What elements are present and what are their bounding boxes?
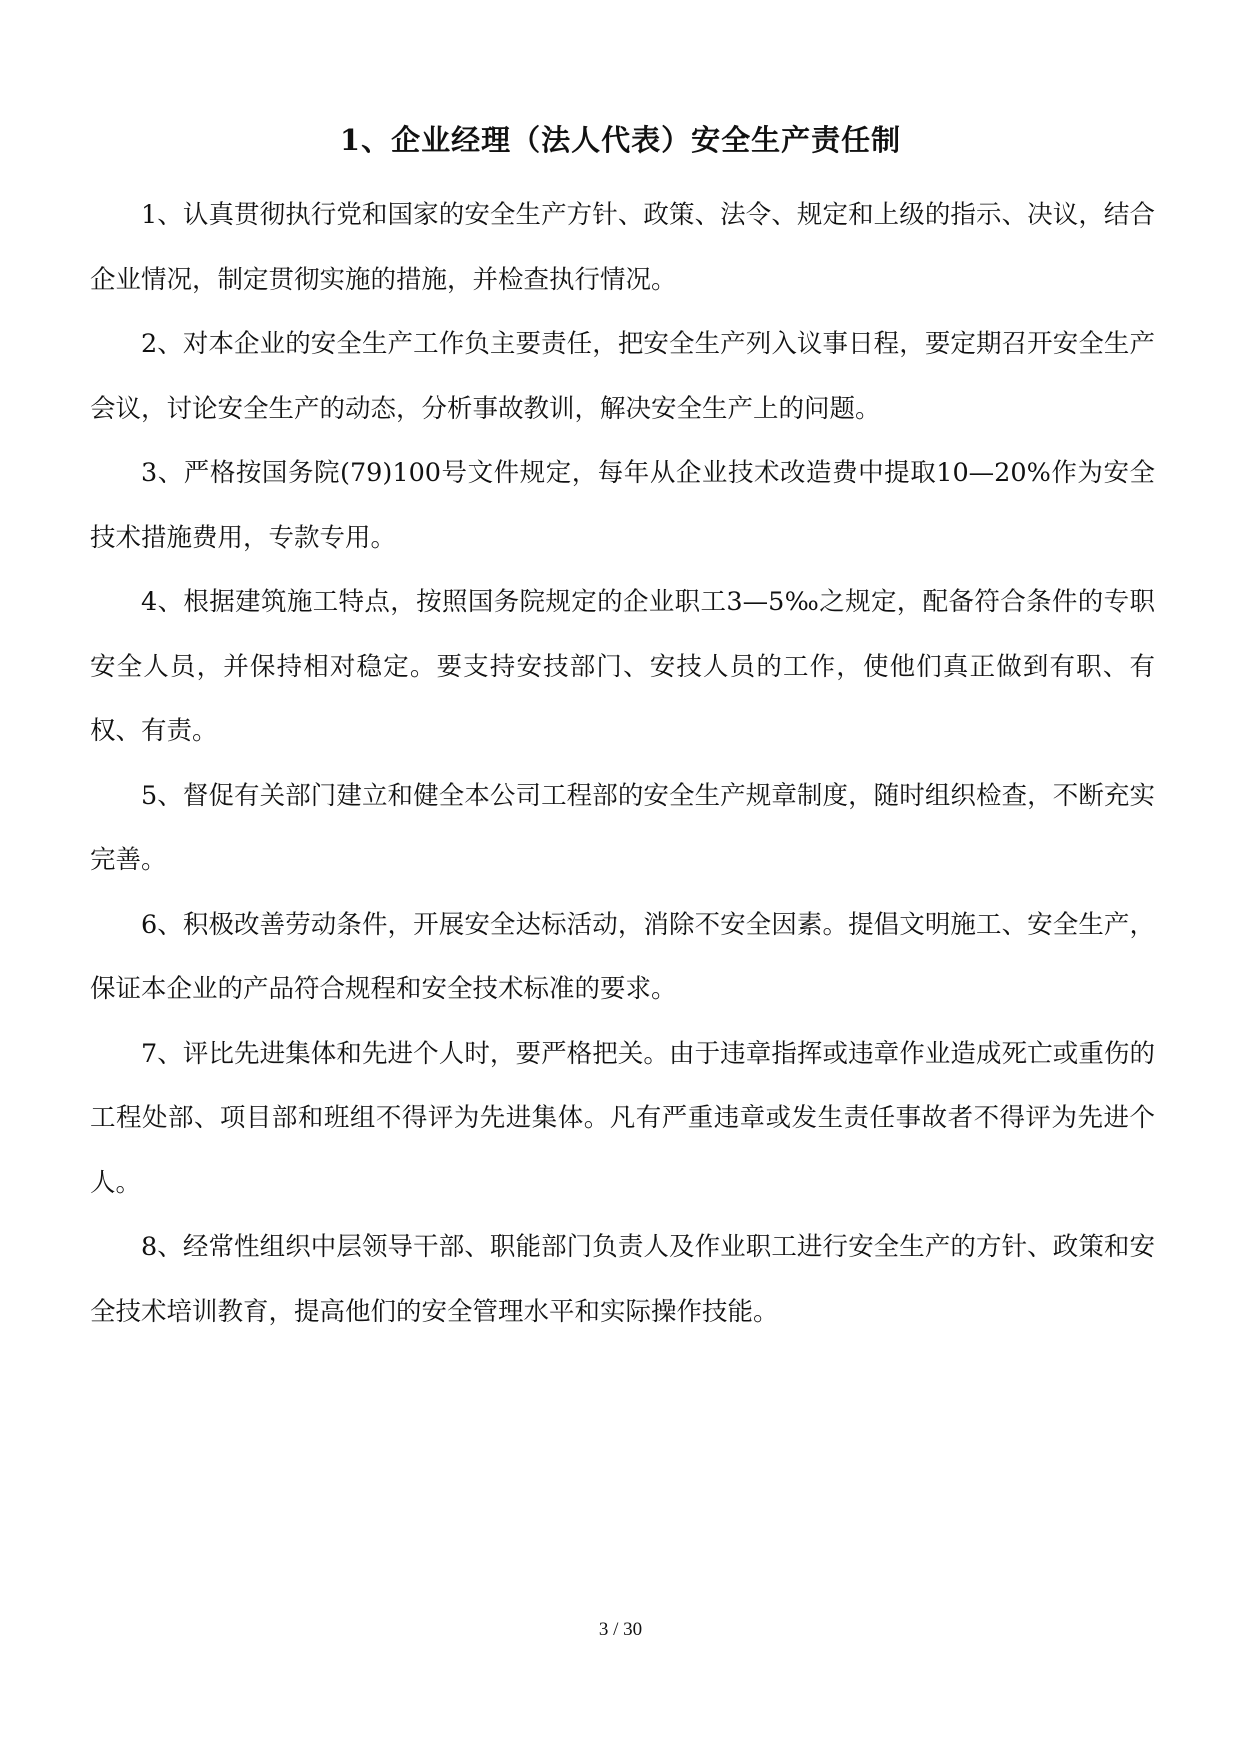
paragraph-6: 6、积极改善劳动条件，开展安全达标活动，消除不安全因素。提倡文明施工、安全生产，保证本企业的产品符合规程和安全技术标准的要求。 (90, 909, 1155, 1004)
paragraph-7: 7、评比先进集体和先进个人时，要严格把关。由于违章指挥或违章作业造成死亡或重伤的工程处部、项目部和班组不得评为先进集体。凡有严重违章或发生责任事故者不得评为先进个人。 (90, 1038, 1155, 1198)
paragraph-1: 1、认真贯彻执行党和国家的安全生产方针、政策、法令、规定和上级的指示、决议，结合企业情况，制定贯彻实施的措施，并检查执行情况。 (90, 200, 1155, 295)
paragraph-8: 8、经常性组织中层领导干部、职能部门负责人及作业职工进行安全生产的方针、政策和安全技术培训教育，提高他们的安全管理水平和实际操作技能。 (90, 1232, 1155, 1327)
paragraph-3: 3、严格按国务院(79)100号文件规定，每年从企业技术改造费中提取10—20%作为安全技术措施费用，专款专用。 (90, 458, 1155, 553)
document-body (90, 183, 1155, 1344)
page-number: 3 / 30 (598, 1619, 643, 1640)
paragraph-2: 2、对本企业的安全生产工作负主要责任，把安全生产列入议事日程，要定期召开安全生产会议，讨论安全生产的动态，分析事故教训，解决安全生产上的问题。 (90, 329, 1155, 424)
document-title: 1、企业经理（法人代表）安全生产责任制 (339, 123, 902, 157)
paragraph-5: 5、督促有关部门建立和健全本公司工程部的安全生产规章制度，随时组织检查，不断充实完善。 (90, 780, 1155, 875)
paragraph-4: 4、根据建筑施工特点，按照国务院规定的企业职工3—5‰之规定，配备符合条件的专职安全人员，并保持相对稳定。要支持安技部门、安技人员的工作，使他们真正做到有职、有权、有责。 (90, 587, 1155, 746)
